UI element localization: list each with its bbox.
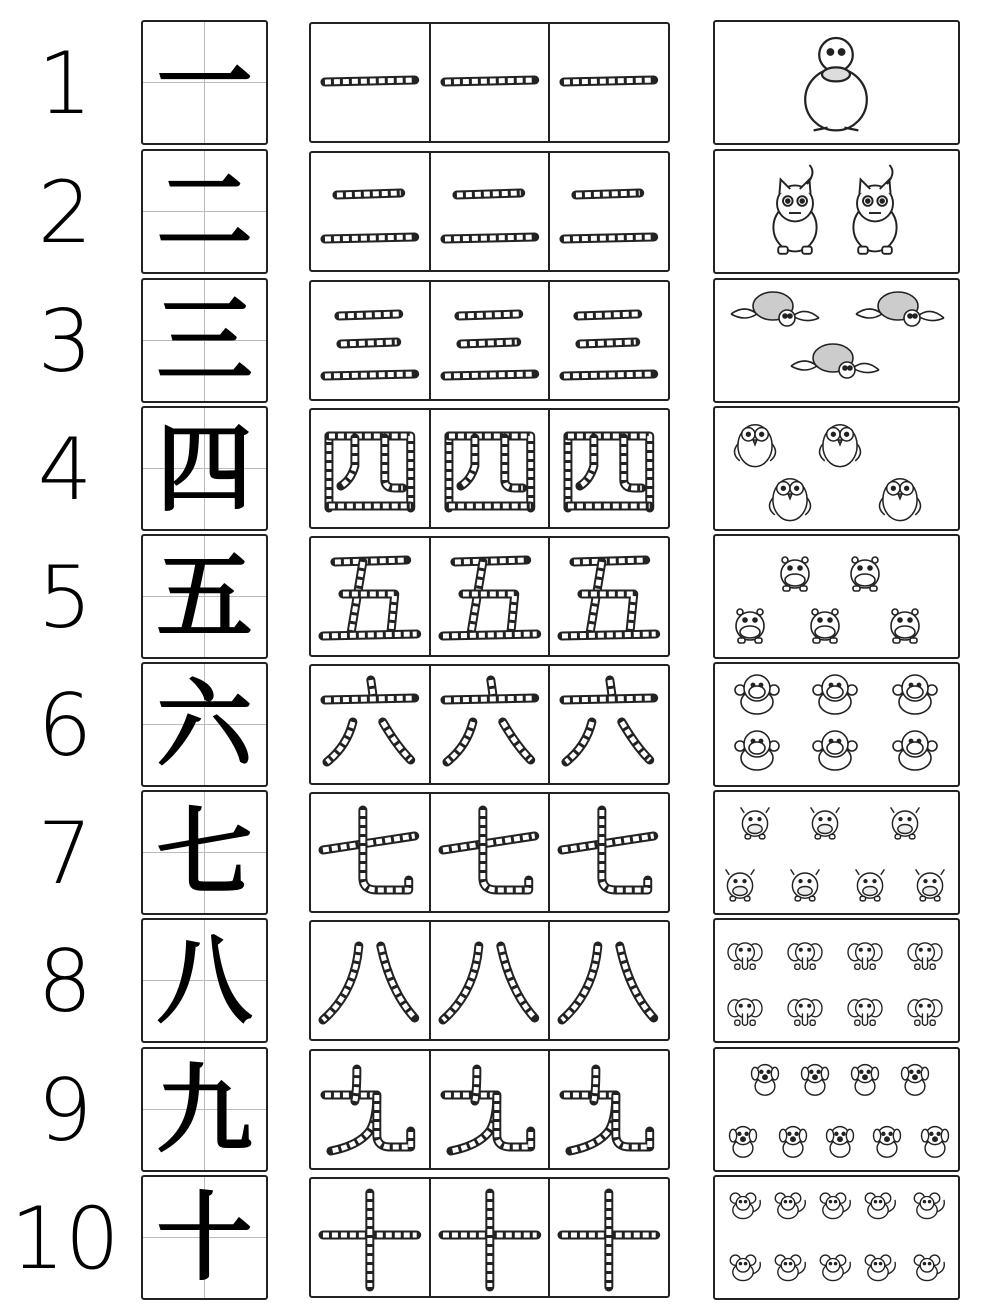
mouse-icon bbox=[865, 1255, 895, 1281]
tracing-cell[interactable] bbox=[431, 538, 551, 655]
monkey-icon bbox=[893, 731, 937, 770]
tracing-cell[interactable] bbox=[431, 24, 551, 141]
owl-icon bbox=[735, 425, 776, 467]
turtle-icon bbox=[856, 292, 944, 326]
worksheet-row bbox=[0, 1175, 1000, 1303]
character-box bbox=[141, 406, 268, 531]
chinese-numeral: 一 bbox=[156, 26, 253, 139]
turtle-icon bbox=[731, 292, 819, 326]
character-box bbox=[141, 278, 268, 403]
animal-count-picture bbox=[713, 662, 960, 787]
character-box bbox=[141, 790, 268, 915]
elephant-icon bbox=[788, 943, 822, 969]
dog-icon bbox=[902, 1065, 929, 1096]
owl-icon bbox=[820, 425, 861, 467]
elephant-icon bbox=[908, 943, 942, 969]
animal-count-picture bbox=[713, 534, 960, 659]
tracing-cell[interactable] bbox=[431, 153, 551, 270]
duck-icon bbox=[805, 38, 867, 130]
worksheet-row bbox=[0, 20, 1000, 148]
owl-icon bbox=[770, 479, 811, 521]
worksheet-row bbox=[0, 149, 1000, 277]
tracing-cell[interactable] bbox=[311, 1179, 431, 1296]
worksheet-row bbox=[0, 918, 1000, 1046]
tracing-practice bbox=[309, 920, 670, 1041]
traced-character-2 bbox=[311, 153, 429, 270]
traced-character-5 bbox=[550, 538, 668, 655]
traced-character-8 bbox=[311, 922, 429, 1039]
character-box bbox=[141, 662, 268, 787]
traced-character-10 bbox=[550, 1179, 668, 1296]
tracing-cell[interactable] bbox=[311, 666, 431, 783]
traced-character-3 bbox=[311, 282, 429, 399]
tracing-cell[interactable] bbox=[550, 794, 668, 911]
dog-icon bbox=[922, 1127, 949, 1158]
cat-icon bbox=[853, 165, 896, 254]
animal-count-picture bbox=[713, 790, 960, 915]
arabic-numeral: 3 bbox=[37, 292, 93, 392]
cow-icon bbox=[811, 807, 840, 839]
chinese-numeral: 十 bbox=[156, 1181, 253, 1294]
tracing-cell[interactable] bbox=[431, 794, 551, 911]
chinese-numeral: 三 bbox=[156, 284, 253, 397]
character-box bbox=[141, 20, 268, 145]
arabic-numeral: 9 bbox=[37, 1061, 93, 1161]
chinese-numeral: 六 bbox=[156, 668, 253, 781]
animal-count-picture bbox=[713, 20, 960, 145]
tracing-practice bbox=[309, 792, 670, 913]
traced-character-9 bbox=[311, 1051, 429, 1168]
worksheet-row bbox=[0, 278, 1000, 406]
dog-icon bbox=[874, 1127, 901, 1158]
cow-icon bbox=[741, 807, 770, 839]
mouse-icon bbox=[914, 1193, 944, 1219]
hippo-icon bbox=[736, 609, 764, 643]
dog-icon bbox=[852, 1065, 879, 1096]
elephant-icon bbox=[848, 943, 882, 969]
character-box bbox=[141, 534, 268, 659]
tracing-cell[interactable] bbox=[550, 24, 668, 141]
mouse-icon bbox=[865, 1193, 895, 1219]
traced-character-4 bbox=[311, 410, 429, 527]
mouse-icon bbox=[730, 1255, 760, 1281]
cow-icon bbox=[726, 869, 755, 901]
tracing-practice bbox=[309, 1177, 670, 1298]
hippo-icon bbox=[891, 609, 919, 643]
traced-character-7 bbox=[550, 794, 668, 911]
character-box bbox=[141, 1175, 268, 1300]
traced-character-8 bbox=[550, 922, 668, 1039]
animal-count-picture bbox=[713, 918, 960, 1043]
tracing-cell[interactable] bbox=[550, 1179, 668, 1296]
hippo-icon bbox=[851, 557, 879, 591]
mouse-icon bbox=[914, 1255, 944, 1281]
traced-character-6 bbox=[550, 666, 668, 783]
monkey-icon bbox=[735, 731, 779, 770]
tracing-cell[interactable] bbox=[431, 282, 551, 399]
chinese-numeral: 七 bbox=[156, 796, 253, 909]
tracing-practice bbox=[309, 408, 670, 529]
cow-icon bbox=[891, 807, 920, 839]
character-box bbox=[141, 918, 268, 1043]
arabic-numeral: 5 bbox=[37, 548, 93, 648]
tracing-cell[interactable] bbox=[431, 410, 551, 527]
mouse-icon bbox=[775, 1193, 805, 1219]
arabic-numeral: 4 bbox=[37, 420, 93, 520]
character-box bbox=[141, 1047, 268, 1172]
animal-count-picture bbox=[713, 1175, 960, 1300]
tracing-cell[interactable] bbox=[431, 922, 551, 1039]
arabic-numeral: 7 bbox=[37, 804, 93, 904]
tracing-cell[interactable] bbox=[311, 282, 431, 399]
cow-icon bbox=[916, 869, 945, 901]
traced-character-2 bbox=[431, 153, 549, 270]
traced-character-5 bbox=[431, 538, 549, 655]
elephant-icon bbox=[848, 999, 882, 1025]
arabic-numeral: 2 bbox=[37, 163, 93, 263]
monkey-icon bbox=[813, 675, 857, 714]
arabic-numeral: 8 bbox=[37, 932, 93, 1032]
animal-count-picture bbox=[713, 406, 960, 531]
tracing-cell[interactable] bbox=[550, 922, 668, 1039]
chinese-numeral: 四 bbox=[156, 412, 253, 525]
elephant-icon bbox=[728, 999, 762, 1025]
tracing-practice bbox=[309, 280, 670, 401]
traced-character-6 bbox=[311, 666, 429, 783]
tracing-cell[interactable] bbox=[311, 538, 431, 655]
owl-icon bbox=[880, 479, 921, 521]
animal-count-picture bbox=[713, 149, 960, 274]
animal-count-picture bbox=[713, 278, 960, 403]
cow-icon bbox=[856, 869, 885, 901]
dog-icon bbox=[752, 1065, 779, 1096]
tracing-cell[interactable] bbox=[431, 1051, 551, 1168]
worksheet-row bbox=[0, 406, 1000, 534]
mouse-icon bbox=[820, 1193, 850, 1219]
traced-character-4 bbox=[431, 410, 549, 527]
traced-character-9 bbox=[550, 1051, 668, 1168]
tracing-cell[interactable] bbox=[311, 153, 431, 270]
worksheet-row bbox=[0, 534, 1000, 662]
hippo-icon bbox=[781, 557, 809, 591]
traced-character-10 bbox=[311, 1179, 429, 1296]
tracing-cell[interactable] bbox=[311, 922, 431, 1039]
worksheet-row bbox=[0, 662, 1000, 790]
tracing-cell[interactable] bbox=[550, 1051, 668, 1168]
monkey-icon bbox=[813, 731, 857, 770]
tracing-practice bbox=[309, 151, 670, 272]
tracing-practice bbox=[309, 22, 670, 143]
tracing-cell[interactable] bbox=[311, 410, 431, 527]
animal-count-picture bbox=[713, 1047, 960, 1172]
dog-icon bbox=[780, 1127, 807, 1158]
dog-icon bbox=[802, 1065, 829, 1096]
tracing-practice bbox=[309, 664, 670, 785]
traced-character-2 bbox=[550, 153, 668, 270]
traced-character-4 bbox=[550, 410, 668, 527]
worksheet-row bbox=[0, 790, 1000, 918]
character-box bbox=[141, 149, 268, 274]
mouse-icon bbox=[730, 1193, 760, 1219]
traced-character-9 bbox=[431, 1051, 549, 1168]
tracing-cell[interactable] bbox=[550, 410, 668, 527]
monkey-icon bbox=[735, 675, 779, 714]
dog-icon bbox=[730, 1127, 757, 1158]
arabic-numeral: 10 bbox=[10, 1189, 120, 1289]
chinese-numeral: 五 bbox=[156, 540, 253, 653]
tracing-practice bbox=[309, 1049, 670, 1170]
traced-character-7 bbox=[431, 794, 549, 911]
cow-icon bbox=[791, 869, 820, 901]
mouse-icon bbox=[775, 1255, 805, 1281]
chinese-numeral: 九 bbox=[156, 1053, 253, 1166]
arabic-numeral: 6 bbox=[37, 676, 93, 776]
mouse-icon bbox=[820, 1255, 850, 1281]
tracing-cell[interactable] bbox=[550, 153, 668, 270]
traced-character-1 bbox=[431, 24, 549, 141]
dog-icon bbox=[827, 1127, 854, 1158]
traced-character-1 bbox=[550, 24, 668, 141]
tracing-cell[interactable] bbox=[311, 794, 431, 911]
traced-character-7 bbox=[311, 794, 429, 911]
traced-character-6 bbox=[431, 666, 549, 783]
arabic-numeral: 1 bbox=[37, 34, 93, 134]
chinese-numeral: 二 bbox=[156, 155, 253, 268]
tracing-cell[interactable] bbox=[431, 1179, 551, 1296]
traced-character-5 bbox=[311, 538, 429, 655]
tracing-cell[interactable] bbox=[311, 24, 431, 141]
tracing-cell[interactable] bbox=[550, 282, 668, 399]
chinese-numeral: 八 bbox=[156, 924, 253, 1037]
elephant-icon bbox=[908, 999, 942, 1025]
traced-character-3 bbox=[550, 282, 668, 399]
hippo-icon bbox=[811, 609, 839, 643]
traced-character-8 bbox=[431, 922, 549, 1039]
elephant-icon bbox=[788, 999, 822, 1025]
monkey-icon bbox=[893, 675, 937, 714]
worksheet-row bbox=[0, 1047, 1000, 1175]
tracing-cell[interactable] bbox=[311, 1051, 431, 1168]
traced-character-3 bbox=[431, 282, 549, 399]
tracing-practice bbox=[309, 536, 670, 657]
cat-icon bbox=[773, 165, 816, 254]
traced-character-1 bbox=[311, 24, 429, 141]
tracing-cell[interactable] bbox=[431, 666, 551, 783]
tracing-cell[interactable] bbox=[550, 538, 668, 655]
traced-character-10 bbox=[431, 1179, 549, 1296]
tracing-cell[interactable] bbox=[550, 666, 668, 783]
turtle-icon bbox=[791, 344, 879, 378]
elephant-icon bbox=[728, 943, 762, 969]
